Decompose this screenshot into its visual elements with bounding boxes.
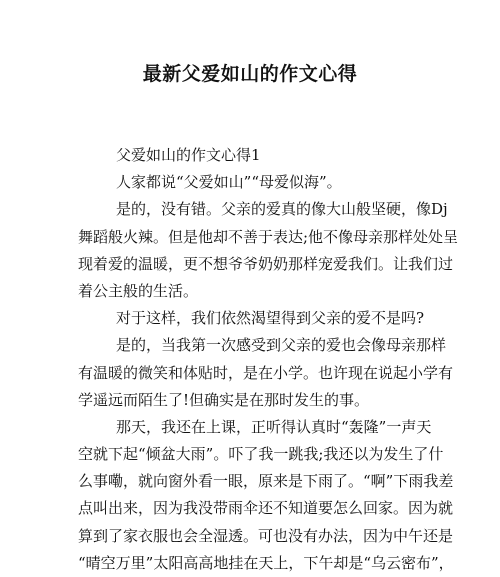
- paragraph-line: “晴空万里”太阳高高地挂在天上，下午却是“乌云密布”，: [78, 553, 454, 572]
- document-body: [78, 142, 459, 577]
- paragraph-line: 舞蹈般火辣。但是他却不善于表达;他不像母亲那样处处呈: [78, 227, 459, 246]
- paragraph-line: 有温暖的微笑和体贴时，是在小学。也许现在说起小学有: [78, 363, 454, 382]
- document-title: 最新父爱如山的作文心得: [142, 63, 358, 85]
- paragraph-line: 么事嘞，就向窗外看一眼，原来是下雨了。“啊”下雨我差: [78, 472, 454, 491]
- paragraph-line: 算到了家衣服也会全湿透。可也没有办法，因为中午还是: [78, 526, 454, 545]
- paragraph-line: 那天，我还在上课，正听得认真时“轰隆”一声天: [116, 417, 432, 436]
- paragraph-line: 学遥远而陌生了!但确实是在那时发生的事。: [78, 390, 370, 409]
- paragraph-line: 对于这样，我们依然渴望得到父亲的爱不是吗?: [116, 309, 425, 328]
- paragraph-line: 现着爱的温暖，更不想爷爷奶奶那样宠爱我们。让我们过: [78, 254, 454, 273]
- paragraph-line: 是的，当我第一次感受到父亲的爱也会像母亲那样: [116, 336, 447, 355]
- paragraph-line: 人家都说“父爱如山”“母爱似海”。: [116, 173, 342, 192]
- paragraph-line: 着公主般的生活。: [78, 281, 199, 300]
- paragraph-line: 空就下起“倾盆大雨”。吓了我一跳我;我还以为发生了什: [78, 445, 444, 464]
- section-heading: 父爱如山的作文心得1: [116, 146, 261, 164]
- paragraph-line: 是的，没有错。父亲的爱真的像大山般坚硬，像Dj: [116, 200, 448, 219]
- paragraph-line: 点叫出来，因为我没带雨伞还不知道要怎么回家。因为就: [78, 499, 454, 518]
